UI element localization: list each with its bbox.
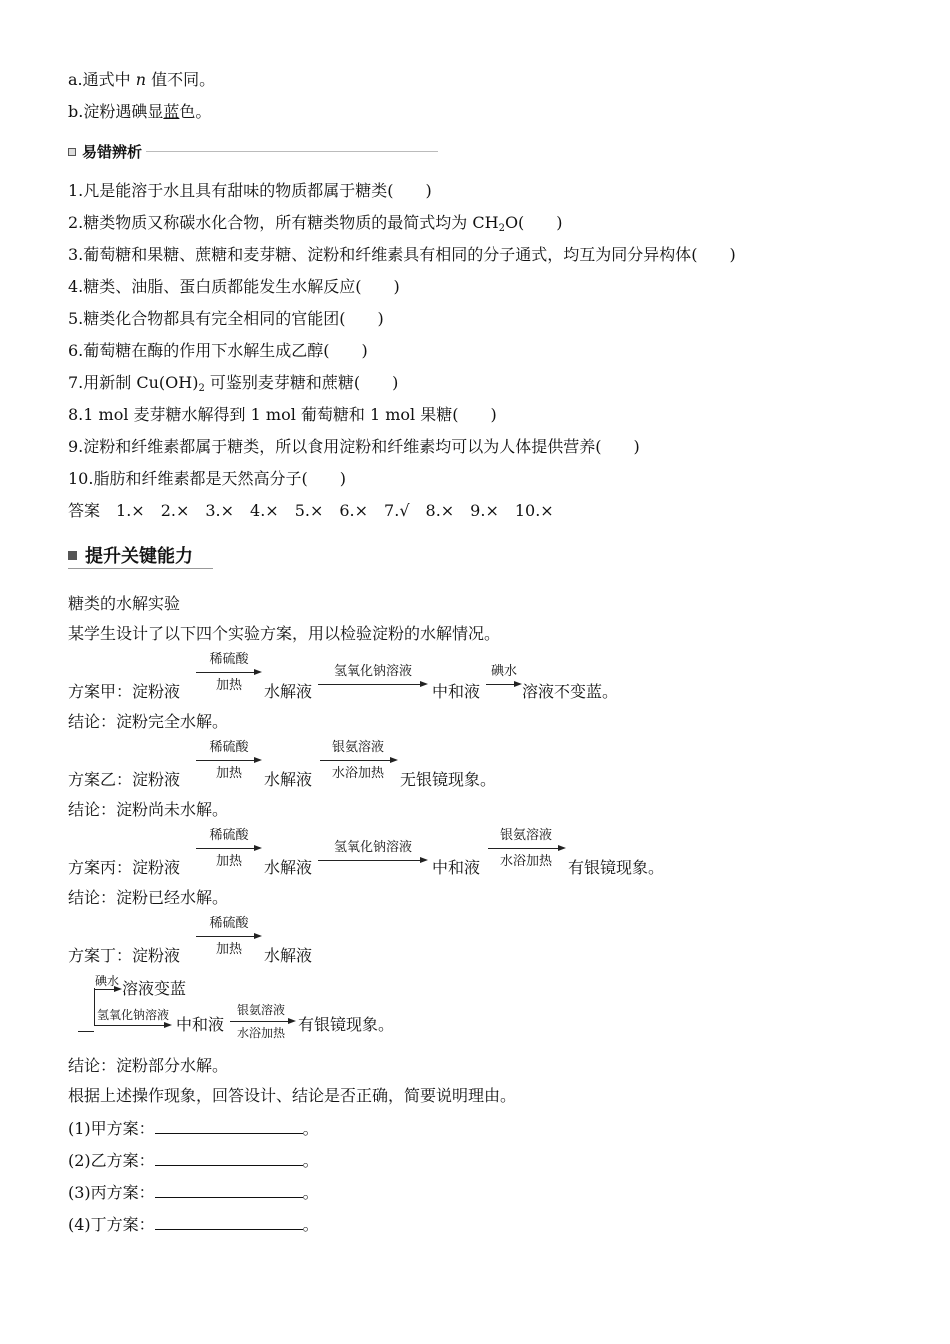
plan-bing-mid-1: 水解液: [264, 858, 313, 877]
plan-yi-conclusion: 结论：淀粉尚未水解。: [68, 800, 229, 819]
plan-yi-end: 无银镜现象。: [400, 770, 497, 789]
key-ability-heading: 提升关键能力: [68, 542, 193, 568]
plan-ding-branch-2-end: 有银镜现象。: [298, 1015, 395, 1034]
plan-bing-start: 方案丙：淀粉液: [68, 858, 181, 877]
plan-jia-mid-1: 水解液: [264, 682, 313, 701]
answer-4-blank[interactable]: [155, 1214, 303, 1230]
plan-ding-conclusion: 结论：淀粉部分水解。: [68, 1056, 229, 1075]
answer-1: (1)甲方案： 。: [68, 1119, 319, 1138]
plan-jia-end: 溶液不变蓝。: [522, 682, 619, 701]
answer-3: (3)丙方案： 。: [68, 1183, 319, 1202]
heading-square-icon: [68, 551, 77, 560]
error-item-2: 2.糖类物质又称碳水化合物，所有糖类物质的最简式均为 $CH_2O$( ): [68, 213, 563, 234]
answer-2-blank[interactable]: [155, 1150, 303, 1166]
plan-bing-mid-2: 中和液: [432, 858, 481, 877]
plan-jia-conclusion: 结论：淀粉完全水解。: [68, 712, 229, 731]
plan-bing-end: 有银镜现象。: [568, 858, 665, 877]
error-item-1: 1.凡是能溶于水且具有甜味的物质都属于糖类( ): [68, 181, 432, 200]
plan-jia-arrow-3: 碘水: [486, 664, 522, 694]
topic-intro: 某学生设计了以下四个实验方案，用以检验淀粉的水解情况。: [68, 624, 501, 643]
error-item-3: 3.葡萄糖和果糖、蔗糖和麦芽糖、淀粉和纤维素具有相同的分子通式，均互为同分异构体( ): [68, 245, 736, 264]
answer-3-blank[interactable]: [155, 1182, 303, 1198]
answer-2: (2)乙方案： 。: [68, 1151, 319, 1170]
plan-yi-mid-1: 水解液: [264, 770, 313, 789]
intro-line-a: a.通式中 n 值不同。: [68, 70, 216, 89]
plan-jia-start: 方案甲：淀粉液: [68, 682, 181, 701]
error-item-8: 8.1 mol 麦芽糖水解得到 1 mol 葡萄糖和 1 mol 果糖( ): [68, 405, 497, 424]
error-item-6: 6.葡萄糖在酶的作用下水解生成乙醇( ): [68, 341, 368, 360]
plan-yi-arrow-2: 银氨溶液 水浴加热: [320, 740, 398, 784]
answer-line: 答案 1.× 2.× 3.× 4.× 5.× 6.× 7.√ 8.× 9.× 10.×: [68, 501, 554, 520]
intro-line-b: b.淀粉遇碘显蓝色。: [68, 102, 212, 121]
plan-yi-arrow-1: 稀硫酸 加热: [196, 740, 262, 784]
topic-title: 糖类的水解实验: [68, 594, 181, 613]
question-text: 根据上述操作现象，回答设计、结论是否正确，简要说明理由。: [68, 1086, 517, 1105]
plan-bing-arrow-1: 稀硫酸 加热: [196, 828, 262, 872]
plan-yi-start: 方案乙：淀粉液: [68, 770, 181, 789]
plan-jia-mid-2: 中和液: [432, 682, 481, 701]
error-item-7: 7.用新制 $Cu(OH)_2$ 可鉴别麦芽糖和蔗糖( ): [68, 373, 399, 394]
plan-ding-start: 方案丁：淀粉液: [68, 946, 181, 965]
plan-ding-branch-1-arrow: 碘水: [94, 974, 124, 998]
plan-ding-arrow-1: 稀硫酸 加热: [196, 916, 262, 960]
plan-ding-branch-2-mid: 中和液: [176, 1015, 225, 1034]
error-analysis-heading: 易错辨析: [68, 141, 438, 162]
heading-underline: [68, 568, 213, 569]
heading-box-icon: [68, 148, 76, 156]
error-item-9: 9.淀粉和纤维素都属于糖类，所以食用淀粉和纤维素均可以为人体提供营养( ): [68, 437, 640, 456]
plan-bing-arrow-2: 氢氧化钠溶液: [318, 840, 428, 870]
plan-ding-branch-2-arrow: 氢氧化钠溶液: [94, 1008, 174, 1032]
plan-ding-branch-1-end: 溶液变蓝: [122, 979, 187, 998]
plan-jia-arrow-2: 氢氧化钠溶液: [318, 664, 428, 694]
error-item-4: 4.糖类、油脂、蛋白质都能发生水解反应( ): [68, 277, 400, 296]
error-item-5: 5.糖类化合物都具有完全相同的官能团( ): [68, 309, 384, 328]
plan-ding-mid-1: 水解液: [264, 946, 313, 965]
answer-1-blank[interactable]: [155, 1118, 303, 1134]
plan-bing-arrow-3: 银氨溶液 水浴加热: [488, 828, 566, 872]
error-item-10: 10.脂肪和纤维素都是天然高分子( ): [68, 469, 346, 488]
plan-jia-arrow-1: 稀硫酸 加热: [196, 652, 262, 696]
branch-stem: [78, 1031, 94, 1032]
answer-4: (4)丁方案： 。: [68, 1215, 319, 1234]
plan-bing-conclusion: 结论：淀粉已经水解。: [68, 888, 229, 907]
plan-ding-branch-2-arrow-2: 银氨溶液 水浴加热: [230, 1003, 296, 1043]
